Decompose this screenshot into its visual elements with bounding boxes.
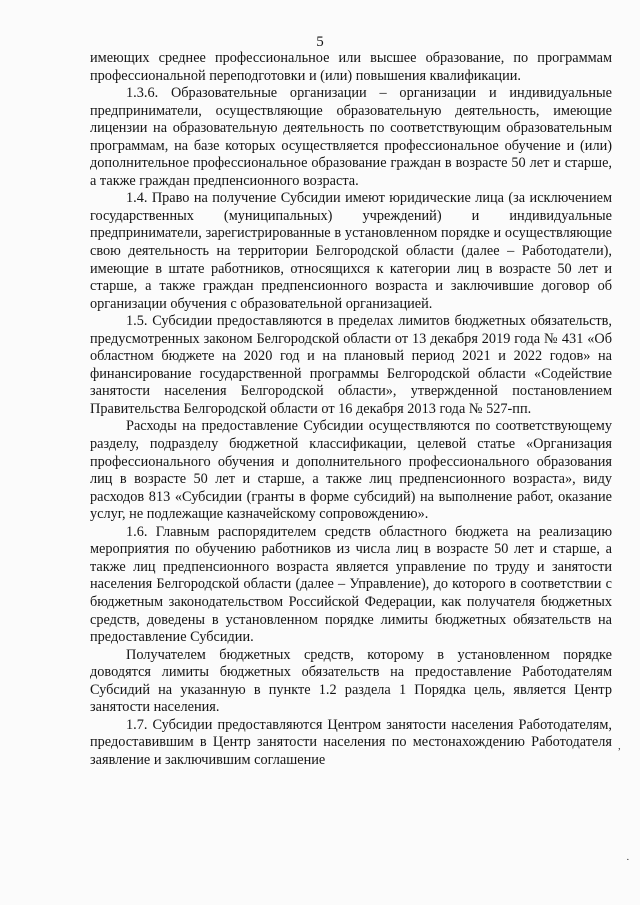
margin-mark: · bbox=[626, 854, 630, 866]
margin-mark: , bbox=[618, 740, 621, 752]
paragraph-continuation: имеющих среднее профессиональное или высшее образование, по программам профессиональной переподготовки и (или) повышения квалификации. bbox=[90, 50, 612, 84]
page-number: 5 bbox=[316, 34, 324, 50]
paragraph-1-6: 1.6. Главным распорядителем средств областного бюджета на реализацию мероприятия по обучению работников из числа лиц в возрасте 50 лет и старше, а также лиц предпенсионного возраста является управление по труду и занятости населения Белгородской области (далее – Управление), до которого в соответствии с бюджетным законодательством Российской Федерации, как получателя бюджетных средств, доведены в установленном порядке лимиты бюджетных обязательств на предоставление Субсидии. bbox=[90, 523, 612, 646]
paragraph-1-4: 1.4. Право на получение Субсидии имеют юридические лица (за исключением государственных (муниципальных) учреждений) и индивидуальные предприниматели, зарегистрированные в установленном порядке и осуществляющие свою деятельность на территории Белгородской области (далее – Работодатели), имеющие в штате работников, относящихся к категории лиц в возрасте 50 лет и старше, а также граждан предпенсионного возраста и заключившие договор об организации обучения с образовательной организацией. bbox=[90, 190, 612, 312]
paragraph-1-3-6: 1.3.6. Образовательные организации – организации и индивидуальные предприниматели, осуществляющие образовательную деятельность, имеющие лицензии на образовательную деятельность по соответствующим образовательным программам, на базе которых осуществляется профессиональное обучение и (или) дополнительное профессиональное образование граждан в возрасте 50 лет и старше, а также граждан предпенсионного возраста. bbox=[90, 85, 612, 189]
paragraph-1-5: 1.5. Субсидии предоставляются в пределах лимитов бюджетных обязательств, предусмотренных законом Белгородской области от 13 декабря 2019 года № 431 «Об областном бюджете на 2020 год и на плановый период 2021 и 2022 годов» на финансирование государственной программы Белгородской области «Содействие занятости населения Белгородской области», утвержденной постановлением Правительства Белгородской области от 16 декабря 2013 года № 527-пп. bbox=[90, 313, 612, 417]
paragraph-1-7: 1.7. Субсидии предоставляются Центром занятости населения Работодателям, предоставившим в Центр занятости населения по местонахождению Работодателя заявление и заключившим соглашение bbox=[90, 716, 612, 768]
document-body bbox=[90, 50, 612, 769]
paragraph-expenses: Расходы на предоставление Субсидии осуществляются по соответствующему разделу, подразделу бюджетной классификации, целевой статье «Организация профессионального обучения и дополнительного профессионального образования лиц в возрасте 50 лет и старше, а также лиц предпенсионного возраста», виду расходов 813 «Субсидии (гранты в форме субсидий) на выполнение работ, оказание услуг, не подлежащие казначейскому сопровождению». bbox=[90, 418, 612, 523]
paragraph-recipient: Получателем бюджетных средств, которому в установленном порядке доводятся лимиты бюджетных обязательств на предоставление Работодателям Субсидий на указанную в пункте 1.2 раздела 1 Порядка цель, является Центр занятости населения. bbox=[90, 646, 612, 716]
